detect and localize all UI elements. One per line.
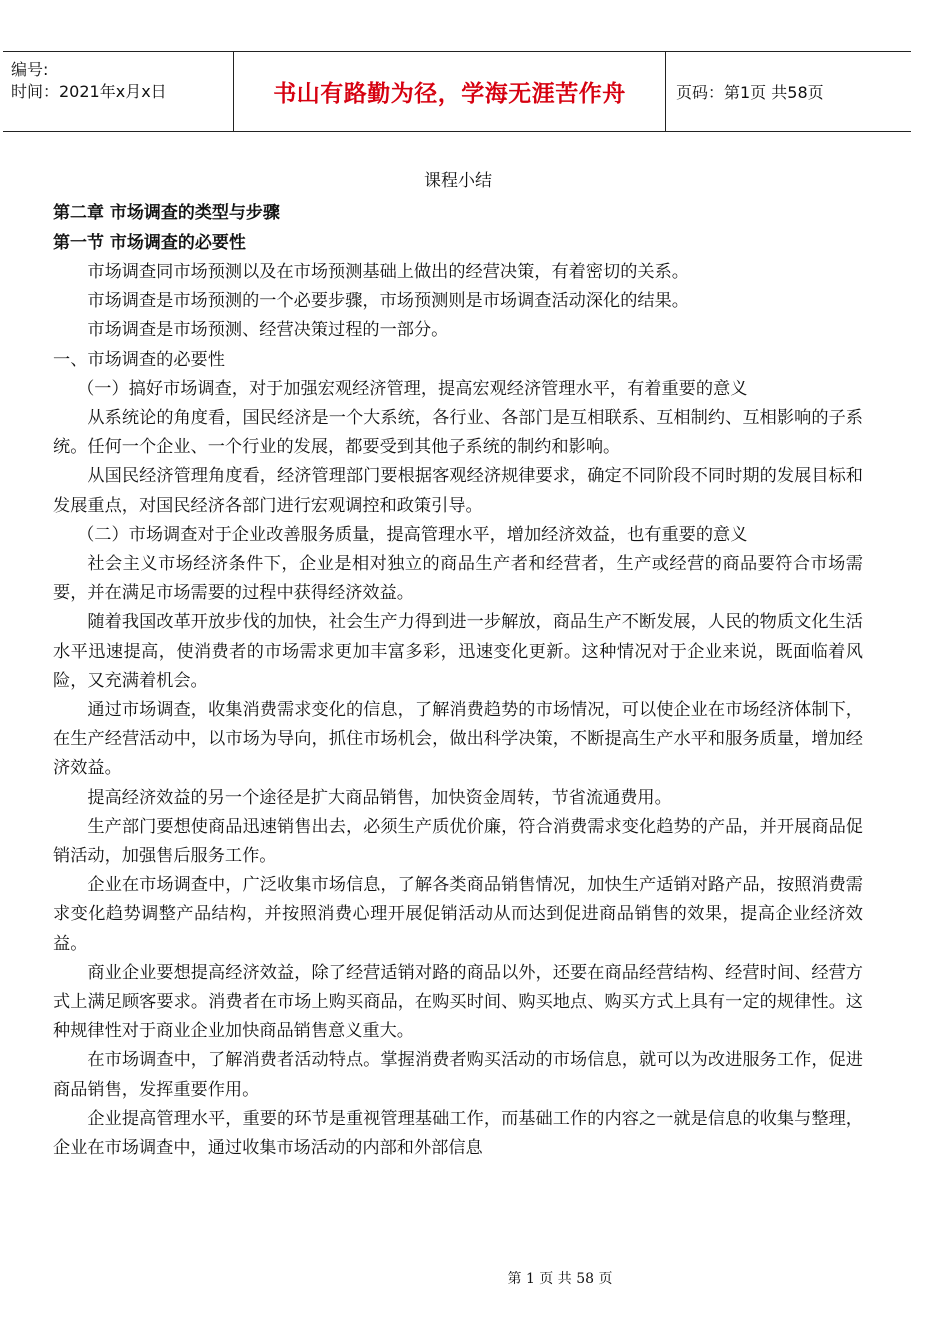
paragraph: 从国民经济管理角度看，经济管理部门要根据客观经济规律要求，确定不同阶段不同时期的发展目标和发展重点，对国民经济各部门进行宏观调控和政策引导。 [53,466,863,516]
doc-title: 课程小结 [424,171,492,191]
paragraph: 市场调查是市场预测、经营决策过程的一部分。 [87,320,449,341]
header-slogan: 书山有路勤为径，学海无涯苦作舟 [273,81,626,107]
subsection-heading: （一）搞好市场调查，对于加强宏观经济管理，提高宏观经济管理水平，有着重要的意义 [77,378,748,399]
number-label: 编号: [11,60,49,79]
paragraph: 市场调查是市场预测的一个必要步骤，市场预测则是市场调查活动深化的结果。 [87,291,689,312]
paragraph: 社会主义市场经济条件下，企业是相对独立的商品生产者和经营者，生产或经营的商品要符合市场需要，并在满足市场需要的过程中获得经济效益。 [53,554,863,604]
paragraph: 从系统论的角度看，国民经济是一个大系统，各行业、各部门是互相联系、互相制约、互相影响的子系统。任何一个企业、一个行业的发展，都要受到其他子系统的制约和影响。 [53,408,863,458]
paragraph: 市场调查同市场预测以及在市场预测基础上做出的经营决策，有着密切的关系。 [87,262,689,282]
page-footer: 第 1 页 共 58 页 [507,1271,613,1287]
header-page-info: 页码：第1页 共58页 [676,83,824,102]
subheading: 一、市场调查的必要性 [53,349,225,370]
header-meta [3,52,234,131]
chapter-heading: 第二章 市场调查的类型与步骤 [53,203,280,223]
paragraph: 随着我国改革开放步伐的加快，社会生产力得到进一步解放，商品生产不断发展，人民的物质文化生活水平迅速提高，使消费者的市场需求更加丰富多彩，迅速变化更新。这种情况对于企业来说，既面临着风险，又充满着机会。 [53,612,863,691]
paragraph: 在市场调查中，了解消费者活动特点。掌握消费者购买活动的市场信息，就可以为改进服务工作，促进商品销售，发挥重要作用。 [53,1050,863,1100]
time-label: 时间：2021年x月x日 [11,82,167,101]
document-body [53,166,863,1163]
paragraph: 企业在市场调查中，广泛收集市场信息，了解各类商品销售情况，加快生产适销对路产品，按照消费需求变化趋势调整产品结构，并按照消费心理开展促销活动从而达到促进商品销售的效果，提高企业经济效益。 [53,875,863,954]
header-slogan-cell [234,52,666,131]
paragraph: 通过市场调查，收集消费需求变化的信息，了解消费趋势的市场情况，可以使企业在市场经济体制下，在生产经营活动中，以市场为导向，抓住市场机会，做出科学决策，不断提高生产水平和服务质量，增加经济效益。 [53,700,863,779]
paragraph: 提高经济效益的另一个途径是扩大商品销售，加快资金周转，节省流通费用。 [87,787,672,808]
section-heading: 第一节 市场调查的必要性 [53,233,246,253]
paragraph: 生产部门要想使商品迅速销售出去，必须生产质优价廉，符合消费需求变化趋势的产品，并开展商品促销活动，加强售后服务工作。 [53,816,863,867]
page-header [3,51,911,132]
subsection-heading: （二）市场调查对于企业改善服务质量，提高管理水平，增加经济效益，也有重要的意义 [77,524,748,545]
paragraph: 企业提高管理水平，重要的环节是重视管理基础工作，而基础工作的内容之一就是信息的收集与整理，企业在市场调查中，通过收集市场活动的内部和外部信息 [53,1108,863,1159]
paragraph: 商业企业要想提高经济效益，除了经营适销对路的商品以外，还要在商品经营结构、经营时间、经营方式上满足顾客要求。消费者在市场上购买商品，在购买时间、购买地点、购买方式上具有一定的规律性。这种规律性对于商业企业加快商品销售意义重大。 [53,962,863,1042]
